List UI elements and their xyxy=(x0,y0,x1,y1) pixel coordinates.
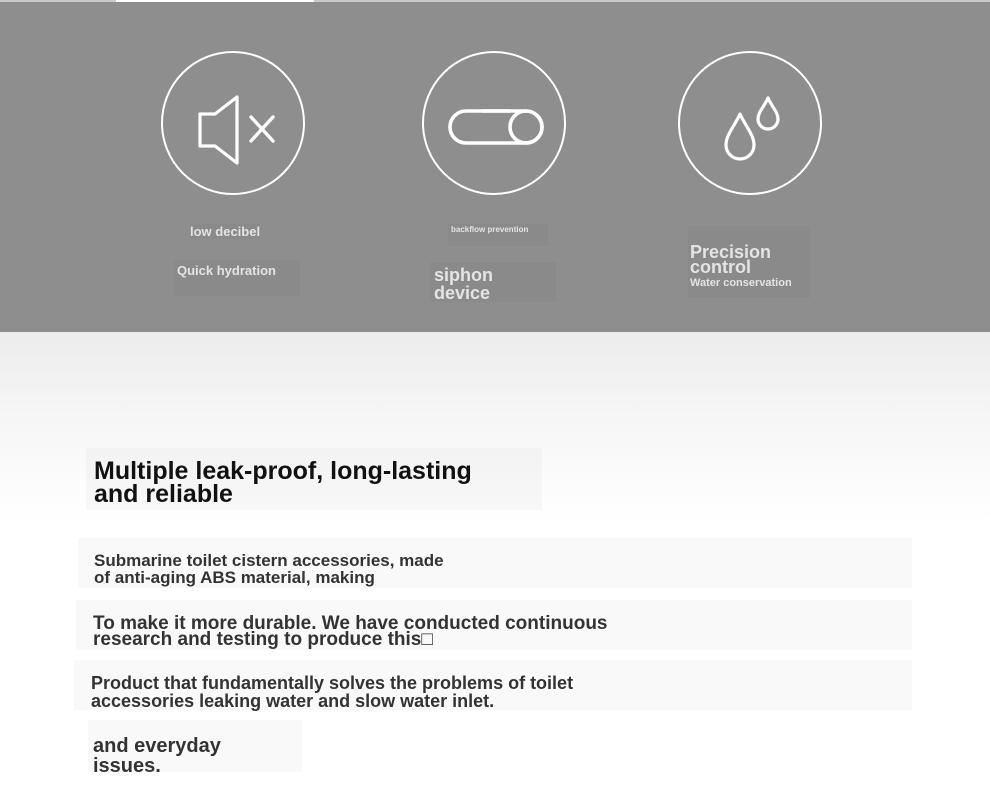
feature-label-low-decibel: low decibel xyxy=(190,224,261,239)
low-decibel-circle xyxy=(161,51,305,195)
section-heading: Multiple leak-proof, long-lasting and reliable xyxy=(86,448,542,510)
water-drops-icon xyxy=(680,53,820,193)
feature-label-water-conservation: Water conservation xyxy=(690,277,792,289)
feature-label-backflow-prevention: backflow prevention xyxy=(448,224,548,246)
paragraph-2: To make it more durable. We have conducted continuous research and testing to produce this□ xyxy=(76,600,912,650)
mute-speaker-icon xyxy=(163,53,303,193)
feature-label-precision-control xyxy=(688,226,810,298)
feature-label-siphon-device: siphon device xyxy=(430,262,556,302)
precision-circle xyxy=(678,51,822,195)
paragraph-3: Product that fundamentally solves the problems of toilet accessories leaking water and slow water inlet. xyxy=(74,660,912,710)
top-divider-accent xyxy=(116,0,314,2)
paragraph-4: and everyday issues. xyxy=(88,720,302,772)
feature-band xyxy=(0,0,990,332)
siphon-pipe-icon xyxy=(424,53,564,193)
feature-label-quick-hydration: Quick hydration xyxy=(174,260,300,296)
paragraph-1: Submarine toilet cistern accessories, made of anti-aging ABS material, making xyxy=(78,538,912,588)
precision-control-text: Precision control xyxy=(690,242,772,277)
siphon-circle xyxy=(422,51,566,195)
